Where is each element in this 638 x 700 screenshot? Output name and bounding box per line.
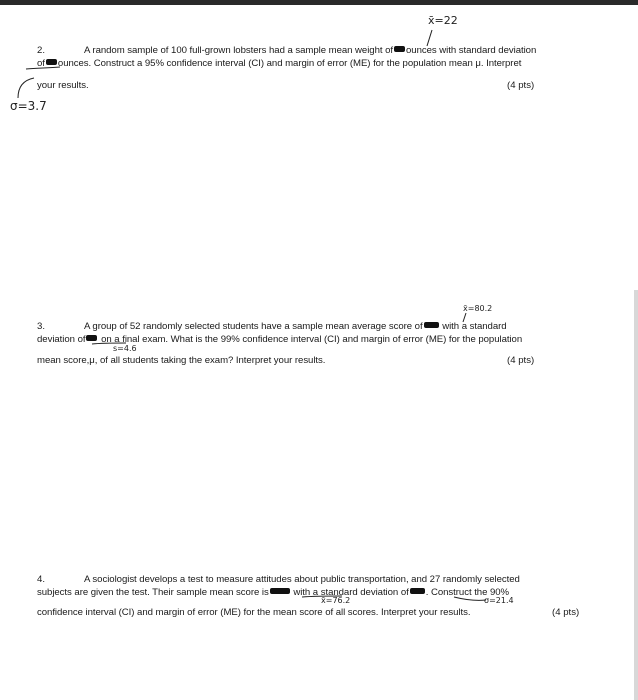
- points-label: (4 pts): [507, 80, 535, 91]
- pen-stroke-arrow-q2: [427, 30, 432, 46]
- mu-symbol: μ: [89, 355, 95, 366]
- handwritten-sigma-note: σ=3.7: [10, 99, 47, 113]
- handwritten-sigma-note: σ=21.4: [484, 596, 514, 605]
- question-text-line: A sociologist develops a test to measure attitudes about public transportation, and 27 randomly selected: [84, 574, 520, 585]
- question-text-line: your results.: [37, 80, 89, 91]
- mu-symbol: μ: [475, 58, 481, 69]
- question-number: 2.: [37, 45, 46, 56]
- question-text-line: mean score,μ, of all students taking the exam? Interpret your results.: [37, 355, 326, 366]
- points-label: (4 pts): [552, 607, 580, 618]
- pen-stroke-underline-q4b: [454, 597, 486, 600]
- question-number: 3.: [37, 321, 46, 332]
- question-text-line: confidence interval (CI) and margin of error (ME) for the mean score of all scores. Interpret your results.: [37, 607, 471, 618]
- pen-stroke-underline-q3: [92, 343, 126, 344]
- question-number: 4.: [37, 574, 46, 585]
- pen-stroke-bracket-q2: [18, 78, 34, 98]
- question-text-line: A random sample of 100 full-grown lobsters had a sample mean weight of ounces with standard deviation: [84, 45, 537, 56]
- handwritten-mean-note: x̄=80.2: [463, 304, 493, 313]
- pen-stroke-underline-q2: [26, 67, 60, 69]
- question-text-line: A group of 52 randomly selected students have a sample mean average score of with a standard: [84, 321, 507, 332]
- handwritten-s-note: s=4.6: [113, 344, 137, 353]
- handwritten-mean-note: x̄=22: [428, 14, 458, 27]
- question-text-line: of ounces. Construct a 95% confidence interval (CI) and margin of error (ME) for the population mean μ. Interpret: [37, 58, 522, 69]
- question-text-line: subjects are given the test. Their sample mean score is with a standard deviation of . Construct the 90%: [37, 587, 510, 598]
- pen-stroke-arrow-q3: [463, 313, 466, 322]
- points-label: (4 pts): [507, 355, 535, 366]
- question-text-line: deviation of on a final exam. What is the 99% confidence interval (CI) and margin of error (ME) for the population: [37, 334, 523, 345]
- handwritten-mean-note: x̄=76.2: [321, 596, 351, 605]
- pen-stroke-underline-q4a: [302, 596, 342, 597]
